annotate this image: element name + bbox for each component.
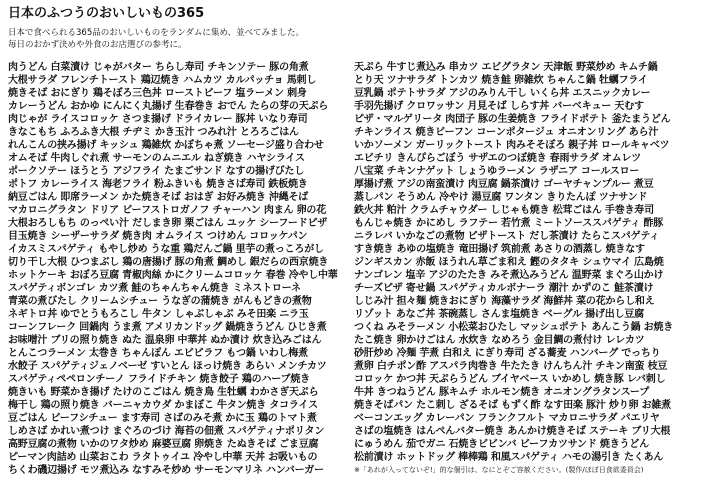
food-list-line: 青菜の煮びたし クリームシチュー うなぎの蒲焼き がんもどきの煮物 bbox=[8, 296, 312, 307]
page-title: 日本のふつうのおいしいもの365 bbox=[8, 6, 205, 21]
food-list-line: 大根サラダ フレンチトースト 鶏辺焼き ハムカツ カルパッチョ 馬刺し bbox=[8, 75, 317, 86]
food-list bbox=[8, 61, 693, 477]
food-list-line: 大根おろしもち のっぺい汁 だしまき卵 栗ごはん ユッケ シーフードピザ bbox=[8, 218, 328, 229]
food-list-line: たこ焼き 卵かけごはん 水炊き なめろう 金目鯛の煮付け レレカツ bbox=[354, 335, 645, 346]
food-list-line: 砂肝炒め 冷麺 芋煮 白和え にぎり寿司 ざる蕎麦 ハンバーグ でっちり bbox=[354, 348, 661, 359]
food-list-line: 鉄火丼 粕汁 クラムチャウダー しじゃも焼き 松茸ごはん 手巻き寿司 bbox=[354, 205, 654, 216]
food-list-line: ちくわ磯辺揚げ モツ煮込み なすみそ炒め サーモンマリネ ハンバーガー bbox=[8, 465, 324, 476]
food-list-line: しめさば かれい煮つけ まぐろのづけ 海苔の佃煮 スパゲティナポリタン bbox=[8, 426, 325, 437]
food-list-line: 肉じゃが ライスコロッケ さつま揚げ ドライカレー 豚丼 いなり寿司 bbox=[8, 114, 308, 125]
food-list-line: スパゲティペペロンチーノ フライドチキン 焼き餃子 鶏のハーブ焼き bbox=[8, 374, 310, 385]
food-list-line: さばの塩焼き はんぺんバター焼き あんかけ焼きそば ステーキ ブリ大根 bbox=[354, 426, 671, 437]
food-list-line: ポトフ カレーライス 海老フライ 粉ふきいも 焼きさば寿司 鉄板焼き bbox=[8, 179, 308, 190]
food-list-line: リゾット あなご丼 茶碗蒸し さんま塩焼き ベーグル 揚げ出し豆腐 bbox=[354, 309, 644, 320]
food-list-line: イカスミスパゲティ もやし炒め うな重 鶏だんご鍋 里芋の煮っころがし bbox=[8, 244, 324, 255]
food-list-line: すき焼き あゆの塩焼き 竜田揚げ 筑前煮 あさりの酒蒸し 焼きなす bbox=[354, 244, 645, 255]
food-list-line: れんこんの挟み揚げ キッシュ 鶏雑炊 かぼちゃ煮 ソーセージ盛り合わせ bbox=[8, 140, 324, 151]
intro-block bbox=[8, 27, 693, 51]
right-column bbox=[354, 61, 692, 477]
food-list-line: ベーコンエッグ カレーパン フランクフルト マカロニサラダ パエリヤ bbox=[354, 413, 660, 424]
food-list-line: コーンフレーク 回鍋肉 うま煮 アメリカンドッグ 鍋焼きうどん ひじき煮 bbox=[8, 322, 327, 333]
food-list-line: 八宝菜 チキンナゲット しょうゆラーメン ラザニア コールスロー bbox=[354, 166, 640, 177]
food-list-line: 切り干し大根 ひつまぶし 鶏の唐揚げ 豚の角煮 鯛めし 銀だらの西京焼き bbox=[8, 257, 329, 268]
food-list-line: オムそば 牛肉しぐれ煮 サーモンのムニエル ねぎ焼き ハヤシライス bbox=[8, 153, 305, 164]
food-list-line: もんじゃ焼き かにめし ラフテー 若竹煮 ミートソーススパゲティ 酢豚 bbox=[354, 218, 664, 229]
food-list-line: 豆ごはん ビーフシチュー ます寿司 さばのみそ煮 かに玉 鶏のトマト煮 bbox=[8, 413, 317, 424]
food-list-line: 水餃子 スパゲティジェノベーゼ すいとん ほっけ焼き あらい メンチカツ bbox=[8, 361, 327, 372]
food-list-line: 目玉焼き シーザーサラダ 焼き肉 オムライス つけめん コロッケパン bbox=[8, 231, 308, 242]
food-list-line: 蒸しパン そうめん 冷やけ 湯豆腐 ワンタン きりたんぽ ツナサンド bbox=[354, 192, 648, 203]
food-list-line: ポークソテー ほうとう アジフライ たまごサンド なすの揚げびたし bbox=[8, 166, 305, 177]
food-list-line: ピーマン肉詰め 山菜おこわ ラタトゥイユ 冷やし中華 天丼 お吸いもの bbox=[8, 452, 318, 463]
food-list-line: 厚揚げ煮 アジの南蛮漬け 肉豆腐 鍋茶漬け ゴーヤチャンプルー 煮豆 bbox=[354, 179, 654, 190]
food-list-line: しじみ汁 担々麺 焼きおにぎり 海藻サラダ 海鮮丼 菜の花からし和え bbox=[354, 296, 655, 307]
food-list-line: お味噌汁 ブリの照り焼き ぬた 温泉卵 中華丼 ぬか漬け 炊き込みごはん bbox=[8, 335, 322, 346]
food-list-line: 天ぷら 牛すじ煮込み 串カツ エビグラタン 天津飯 野菜炒め キムチ鍋 bbox=[354, 62, 658, 73]
food-list-line: ホットケーキ おぼろ豆腐 青椒肉絲 かにクリームコロッケ 春巻 冷やし中華 bbox=[8, 270, 338, 281]
intro-line: 毎日のおかず決めや外食のお店選びの参考に。 bbox=[8, 40, 187, 50]
food-list-line: カレーうどん おかゆ にんにく丸揚げ 生春巻き おでん たらの芽の天ぷら bbox=[8, 101, 329, 112]
food-list-line: コロッケ かつ丼 天ぷらうどん ブイヤベース いかめし 焼き豚 レバ刺し bbox=[354, 374, 666, 385]
food-list-line: 牛丼 きつねうどん 豚キムチ ホルモン焼き オニオングラタンスープ bbox=[354, 387, 650, 398]
food-list-line: 焼きそば おにぎり 鶏そぼろ三色丼 ローストビーフ 塩ラーメン 刺身 bbox=[8, 88, 307, 99]
food-list-line: エビチリ きんぴらごぼう サザエのつぼ焼き 春雨サラダ オムレツ bbox=[354, 153, 642, 164]
food-list-line: 手羽先揚げ クロワッサン 月見そば しらす丼 バーベキュー 天むす bbox=[354, 101, 644, 112]
food-list-line: 高野豆腐の煮物 いかのワタ炒め 麻婆豆腐 卵焼き たぬきそば ごま豆腐 bbox=[8, 439, 319, 450]
footnote: ※「あれが入ってないぞ!」的な個引は、なにとぞご容赦ください。(製作/ほぼ日食欲委員会) bbox=[354, 466, 644, 474]
food-list-line: 煮卵 白チポン酢 アスパラ肉巻き 牛たたき けんちん汁 チキン南蛮 枝豆 bbox=[354, 361, 668, 372]
food-list-line: 焼きいも 野菜かき揚げ たけのこごはん 焼き鳥 生牡蠣 わかさぎ天ぷら bbox=[8, 387, 319, 398]
food-list-line: にゅうめん 茄でガニ 石焼きビビンバ ビーフカツサンド 焼きうどん bbox=[354, 439, 649, 450]
food-list-line: チキンライス 焼きビーフン コーンポタージュ オニオンリング あら汁 bbox=[354, 127, 659, 138]
food-list-line: つくね みそラーメン 小松菜おひたし マッシュポテト あんこう鍋 お焼き bbox=[354, 322, 674, 333]
food-list-line: ジンギスカン 赤飯 ほうれん草ごま和え 鰹のタタキ シュウマイ 広島焼 bbox=[354, 257, 664, 268]
food-list-line: 納豆ごはん 即席ラーメン かた焼きそば おはぎ お好み焼き 沖縄そば bbox=[8, 192, 309, 203]
food-list-line: ネギトロ丼 ゆでとうもろこし 牛タン しゃぶしゃぶ みそ田楽 ニラ玉 bbox=[8, 309, 309, 320]
food-list-line: きなこもち ふろふき大根 チヂミ かき玉汁 つみれ汁 とろろごはん bbox=[8, 127, 299, 138]
food-list-line: スパゲティボンゴレ カツ煮 鮭のちゃんちゃん焼き ミネストローネ bbox=[8, 283, 301, 294]
right-column-lines bbox=[354, 61, 692, 464]
food-list-line: 焼きそばパン たこ刺し ざるそば もずく酢 なす田楽 豚汁 炒り卵 お雑煮 bbox=[354, 400, 671, 411]
left-column bbox=[8, 61, 346, 477]
food-list-line: ピザ・マルゲリータ 肉団子 豚の生姜焼き フライドポテト 釜たまうどん bbox=[354, 114, 671, 125]
food-list-line: ナンゴレン 塩辛 アジのたたき みそ煮込みうどん 温野菜 まぐろ山かけ bbox=[354, 270, 664, 281]
food-list-line: 梅干し 鶏の照り焼き バーニャカウダ かまぼこ 牛タン焼き タコライス bbox=[8, 400, 318, 411]
food-list-line: いかソーメン ガーリックトースト 肉みそそぼろ 親子丼 ロールキャベツ bbox=[354, 140, 670, 151]
food-list-line: チーズピザ 寄せ鍋 スパゲティカルボナーラ 潮汁 かずのこ 鮭茶漬け bbox=[354, 283, 654, 294]
intro-line: 日本で食べられる365品のおいしいものをランダムに集め、並べてみました。 bbox=[8, 28, 305, 38]
food-list-line: 豆乳鍋 ポテトサラダ アジのみりん干し いくら丼 エスニックカレー bbox=[354, 88, 651, 99]
food-list-line: ニラレバ いかなごの煮物 ピザトースト だし茶漬け たらこスパゲティ bbox=[354, 231, 660, 242]
food-list-line: 松前漬け ホットドッグ 棒棒鶏 和風スパゲティ ハモの湯引き たくあん bbox=[354, 452, 664, 463]
food-list-line: 肉うどん 白菜漬け じゃがバター ちらし寿司 チキンソテー 豚の角煮 bbox=[8, 62, 309, 73]
food-list-line: マカロニグラタン ドリア ビーフストロガノフ チャーハン 肉まん 卵の花 bbox=[8, 205, 327, 216]
food-list-line: とんこつラーメン 太巻き ちゃんぽん エビピラフ もつ鍋 いわし梅煮 bbox=[8, 348, 308, 359]
food-list-line: とり天 ツナサラダ トンカツ 焼き鮭 卵雑炊 ちゃんこ鍋 牡蠣フライ bbox=[354, 75, 648, 86]
